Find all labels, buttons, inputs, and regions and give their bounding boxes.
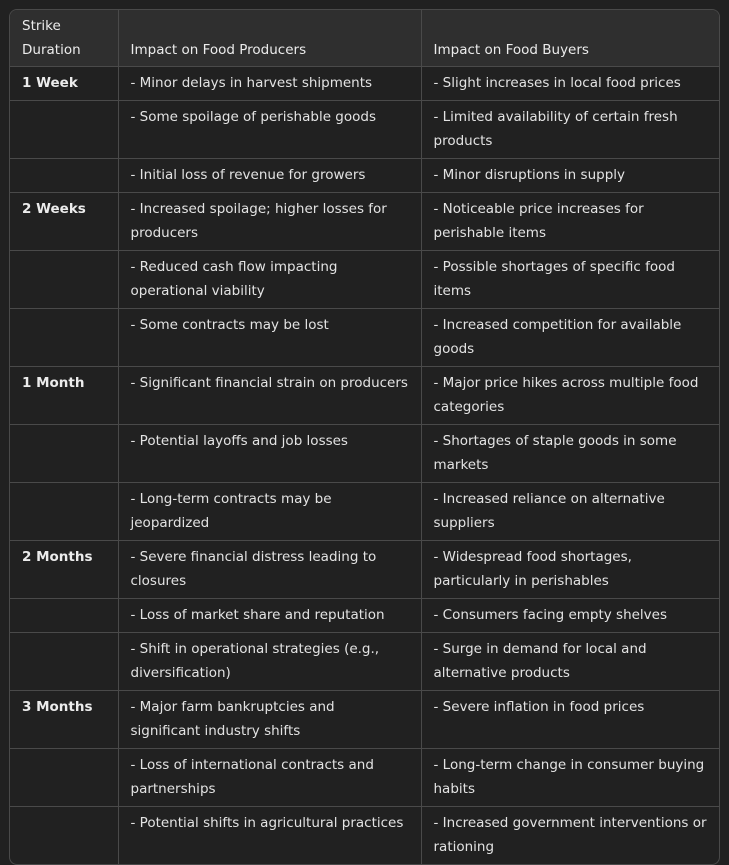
table-row	[10, 599, 719, 633]
buyer-impact-cell: - Major price hikes across multiple food categories	[421, 367, 719, 425]
duration-cell: 3 Months	[10, 691, 118, 749]
duration-cell	[10, 807, 118, 865]
producer-impact-cell: - Potential layoffs and job losses	[118, 425, 421, 483]
producer-impact-cell: - Loss of international contracts and partnerships	[118, 749, 421, 807]
table-row	[10, 159, 719, 193]
buyer-impact-cell: - Consumers facing empty shelves	[421, 599, 719, 633]
duration-cell	[10, 251, 118, 309]
table-header-row	[10, 10, 719, 67]
table-row	[10, 807, 719, 865]
duration-cell	[10, 483, 118, 541]
header-strike-duration-label: Strike Duration	[22, 18, 81, 58]
producer-impact-cell: - Shift in operational strategies (e.g., diversification)	[118, 633, 421, 691]
producer-impact-cell: - Long-term contracts may be jeopardized	[118, 483, 421, 541]
duration-cell	[10, 749, 118, 807]
table-row	[10, 541, 719, 599]
buyer-impact-cell: - Surge in demand for local and alternative products	[421, 633, 719, 691]
buyer-impact-cell: - Possible shortages of specific food items	[421, 251, 719, 309]
producer-impact-cell: - Severe financial distress leading to closures	[118, 541, 421, 599]
producer-impact-cell: - Significant financial strain on producers	[118, 367, 421, 425]
producer-impact-cell: - Minor delays in harvest shipments	[118, 67, 421, 101]
table-row	[10, 251, 719, 309]
header-strike-duration	[10, 10, 118, 67]
buyer-impact-cell: - Widespread food shortages, particularly in perishables	[421, 541, 719, 599]
table-row	[10, 749, 719, 807]
buyer-impact-cell: - Shortages of staple goods in some markets	[421, 425, 719, 483]
table-body	[10, 67, 719, 865]
buyer-impact-cell: - Increased competition for available goods	[421, 309, 719, 367]
table-row	[10, 67, 719, 101]
producer-impact-cell: - Reduced cash flow impacting operational viability	[118, 251, 421, 309]
buyer-impact-cell: - Severe inflation in food prices	[421, 691, 719, 749]
table-row	[10, 425, 719, 483]
duration-cell	[10, 309, 118, 367]
buyer-impact-cell: - Noticeable price increases for perishable items	[421, 193, 719, 251]
duration-cell	[10, 159, 118, 193]
table-row	[10, 101, 719, 159]
producer-impact-cell: - Increased spoilage; higher losses for producers	[118, 193, 421, 251]
buyer-impact-cell: - Increased reliance on alternative suppliers	[421, 483, 719, 541]
producer-impact-cell: - Some spoilage of perishable goods	[118, 101, 421, 159]
table-row	[10, 193, 719, 251]
producer-impact-cell: - Potential shifts in agricultural practices	[118, 807, 421, 865]
duration-cell: 2 Weeks	[10, 193, 118, 251]
producer-impact-cell: - Some contracts may be lost	[118, 309, 421, 367]
duration-cell	[10, 633, 118, 691]
duration-cell: 2 Months	[10, 541, 118, 599]
buyer-impact-cell: - Minor disruptions in supply	[421, 159, 719, 193]
table-row	[10, 367, 719, 425]
duration-cell	[10, 425, 118, 483]
buyer-impact-cell: - Limited availability of certain fresh products	[421, 101, 719, 159]
table-row	[10, 483, 719, 541]
producer-impact-cell: - Major farm bankruptcies and significant industry shifts	[118, 691, 421, 749]
duration-cell	[10, 101, 118, 159]
table-row	[10, 691, 719, 749]
table-row	[10, 309, 719, 367]
producer-impact-cell: - Initial loss of revenue for growers	[118, 159, 421, 193]
header-impact-buyers: Impact on Food Buyers	[421, 10, 719, 67]
buyer-impact-cell: - Long-term change in consumer buying habits	[421, 749, 719, 807]
duration-cell	[10, 599, 118, 633]
strike-impact-table-container	[9, 9, 720, 865]
buyer-impact-cell: - Increased government interventions or rationing	[421, 807, 719, 865]
duration-cell: 1 Week	[22, 75, 78, 91]
producer-impact-cell: - Loss of market share and reputation	[118, 599, 421, 633]
buyer-impact-cell: - Slight increases in local food prices	[421, 67, 719, 101]
strike-impact-table	[10, 10, 719, 864]
table-row	[10, 633, 719, 691]
header-impact-producers: Impact on Food Producers	[118, 10, 421, 67]
duration-cell: 1 Month	[10, 367, 118, 425]
